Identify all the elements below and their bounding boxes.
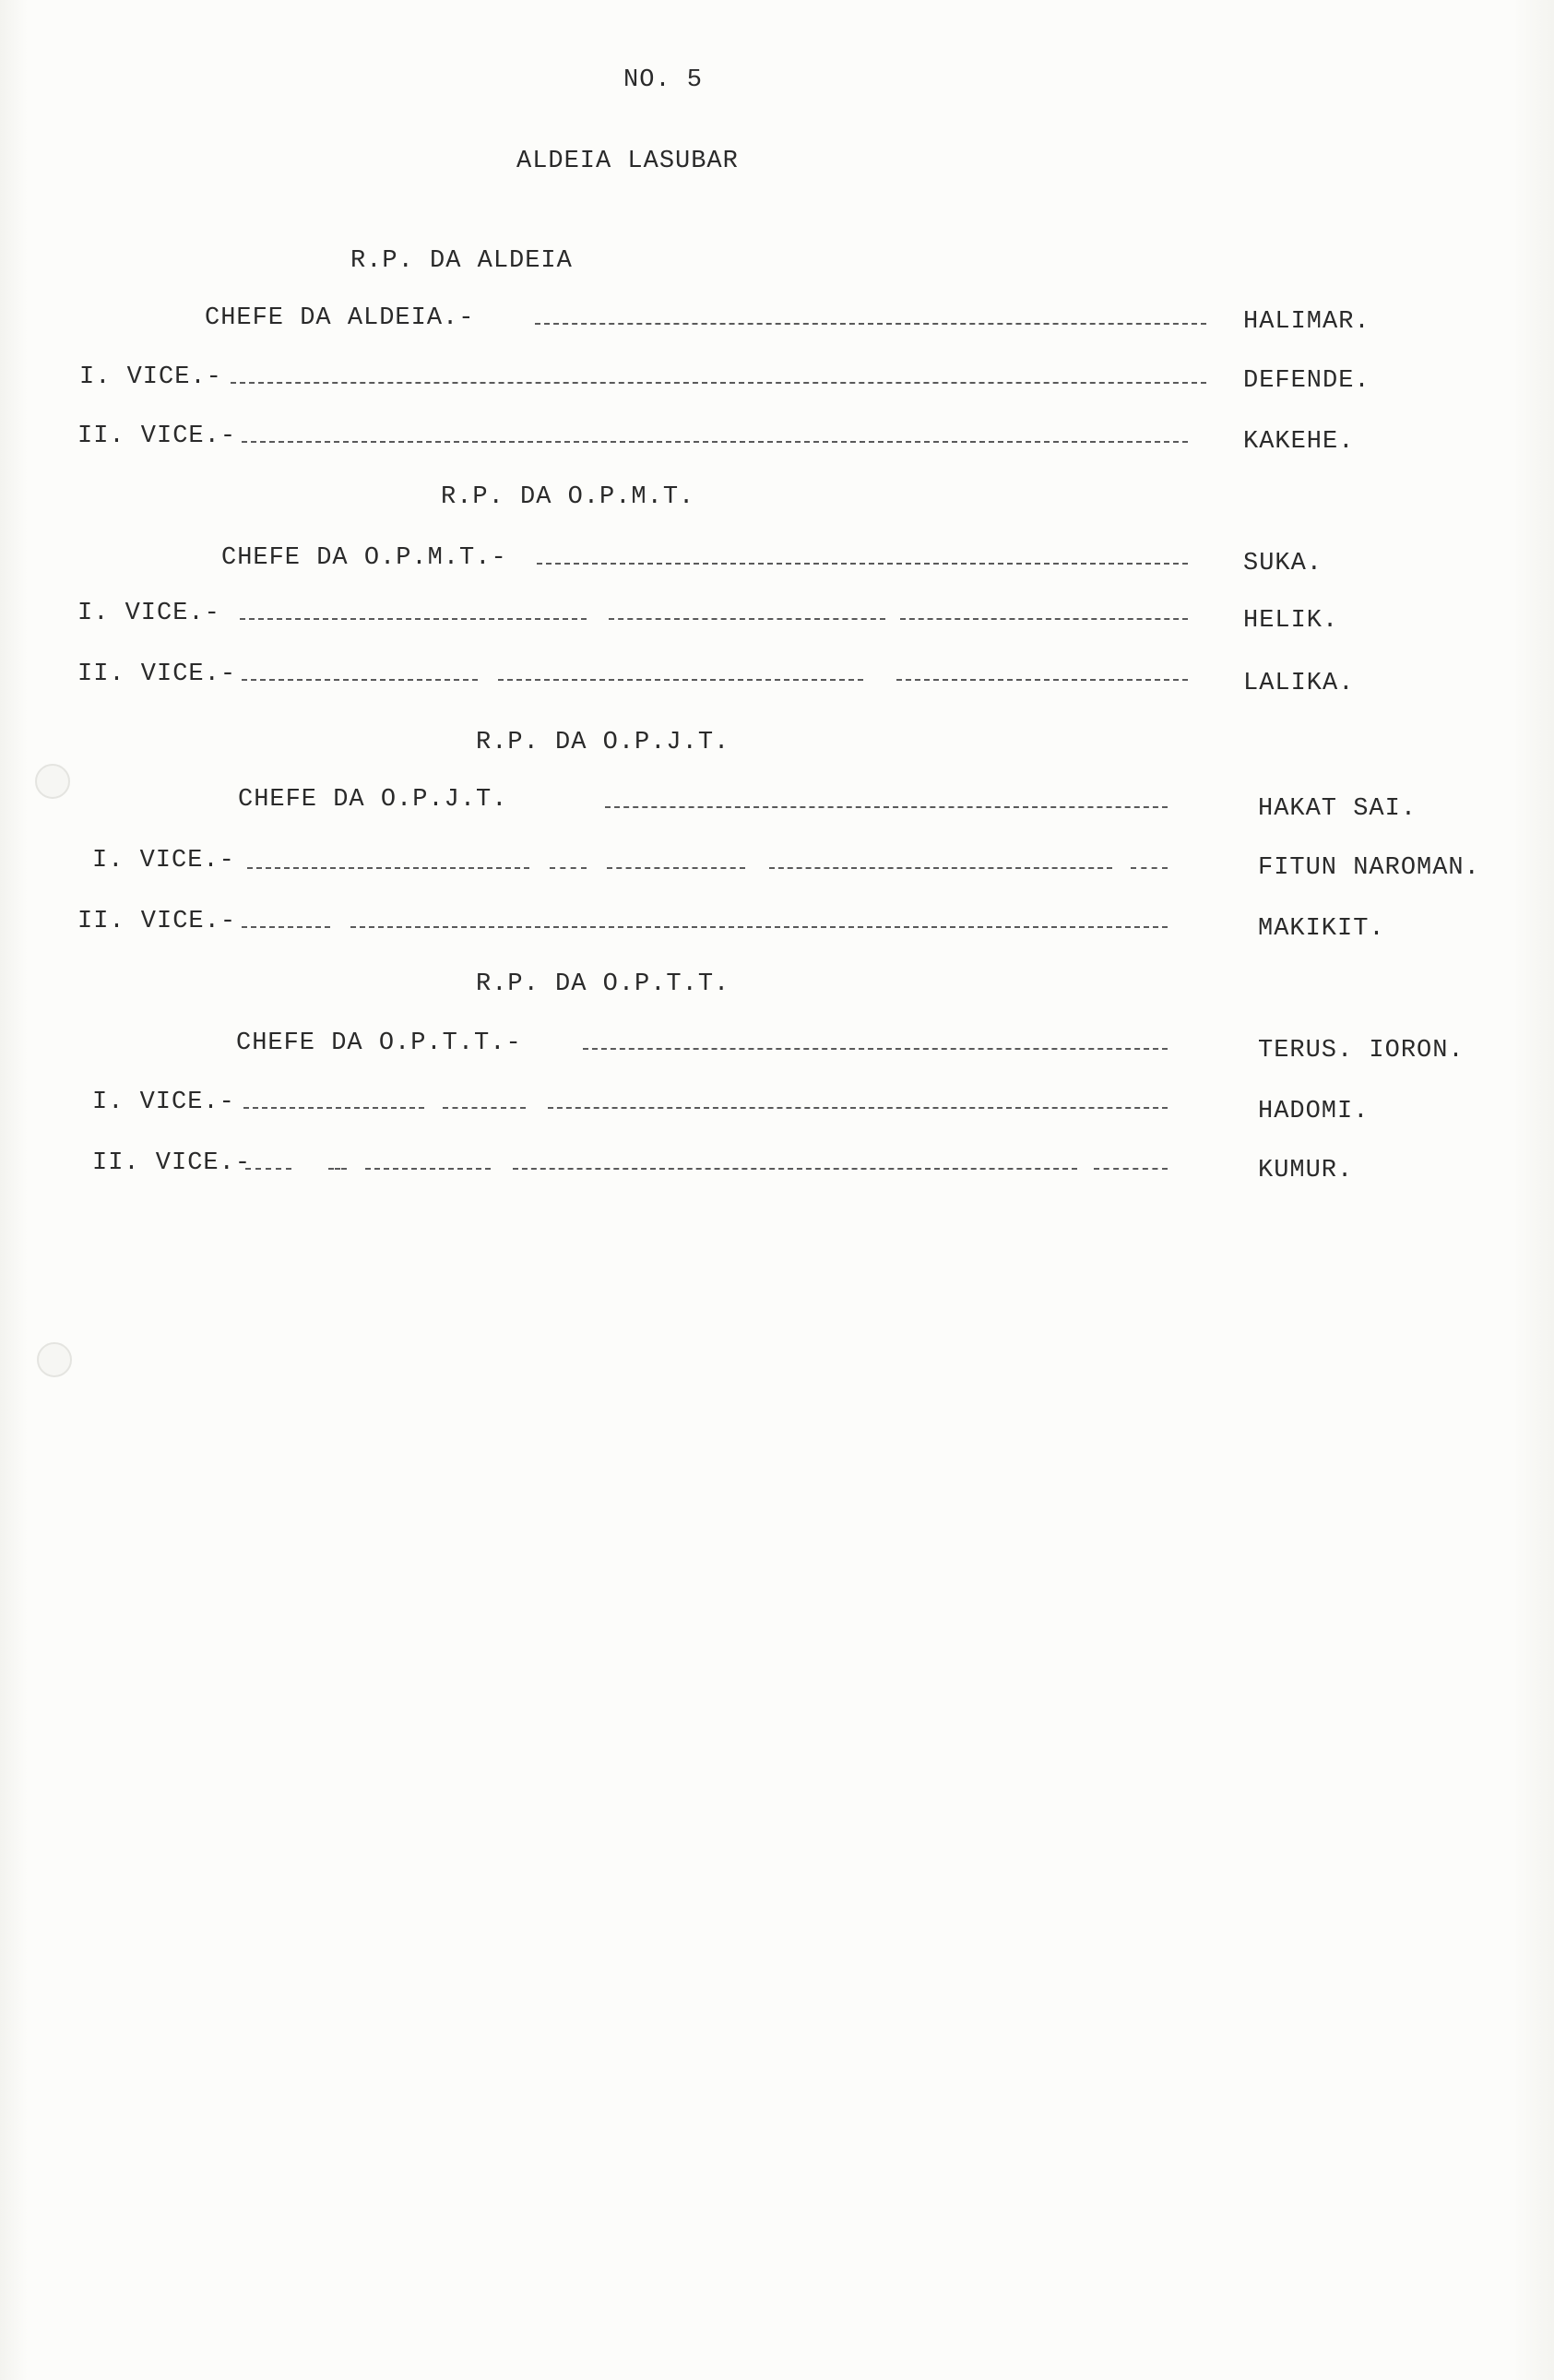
- leader-line: [498, 679, 863, 681]
- leader-line: [443, 1107, 526, 1109]
- member-name: HALIMAR.: [1243, 308, 1370, 336]
- leader-line: [243, 1107, 424, 1109]
- leader-line: [896, 679, 1188, 681]
- leader-line: [900, 618, 1188, 620]
- leader-line: [1094, 1168, 1168, 1170]
- leader-line: [1131, 867, 1168, 869]
- role-label: CHEFE DA O.P.J.T.: [238, 786, 508, 814]
- leader-line: [245, 1168, 291, 1170]
- role-label: I. VICE.-: [92, 847, 235, 875]
- role-label: I. VICE.-: [79, 363, 222, 391]
- leader-line: [242, 679, 478, 681]
- leader-line: [607, 867, 745, 869]
- leader-line: [247, 867, 529, 869]
- leader-line: [548, 1107, 1168, 1109]
- section-heading: R.P. DA ALDEIA: [350, 247, 573, 275]
- role-label: II. VICE.-: [77, 660, 237, 688]
- member-name: SUKA.: [1243, 550, 1323, 577]
- section-heading: R.P. DA O.P.T.T.: [476, 970, 730, 998]
- section-heading: R.P. DA O.P.M.T.: [441, 483, 695, 511]
- member-name: DEFENDE.: [1243, 367, 1370, 395]
- leader-line: [513, 1168, 1077, 1170]
- role-label: II. VICE.-: [77, 422, 237, 450]
- page-number: NO. 5: [623, 66, 704, 94]
- leader-line: [535, 323, 1206, 325]
- leader-line: [769, 867, 1112, 869]
- page-title: ALDEIA LASUBAR: [516, 148, 739, 175]
- member-name: KAKEHE.: [1243, 428, 1355, 456]
- member-name: HADOMI.: [1258, 1098, 1370, 1125]
- role-label: I. VICE.-: [92, 1089, 235, 1116]
- role-label: CHEFE DA ALDEIA.-: [205, 304, 475, 332]
- leader-line: [583, 1048, 1168, 1050]
- member-name: MAKIKIT.: [1258, 915, 1385, 943]
- member-name: HAKAT SAI.: [1258, 795, 1418, 823]
- role-label: II. VICE.-: [92, 1149, 252, 1177]
- member-name: HELIK.: [1243, 607, 1339, 635]
- leader-line: [350, 926, 1168, 928]
- member-name: FITUN NAROMAN.: [1258, 854, 1480, 882]
- leader-line: [609, 618, 885, 620]
- leader-line: [242, 926, 330, 928]
- leader-line: [537, 563, 1188, 565]
- member-name: KUMUR.: [1258, 1157, 1354, 1184]
- leader-line: [550, 867, 587, 869]
- role-label: II. VICE.-: [77, 908, 237, 935]
- role-label: I. VICE.-: [77, 600, 220, 627]
- leader-line: [231, 382, 1206, 384]
- role-label: CHEFE DA O.P.M.T.-: [221, 544, 507, 572]
- section-heading: R.P. DA O.P.J.T.: [476, 729, 730, 756]
- leader-line: [605, 806, 1168, 808]
- member-name: LALIKA.: [1243, 670, 1355, 697]
- punch-hole-bottom: [37, 1342, 72, 1377]
- leader-line: [328, 1168, 347, 1170]
- leader-line: [240, 618, 587, 620]
- leader-line: [242, 441, 1188, 443]
- punch-hole-top: [35, 764, 70, 799]
- role-label: CHEFE DA O.P.T.T.-: [236, 1029, 522, 1057]
- member-name: TERUS. IORON.: [1258, 1037, 1465, 1065]
- leader-line: [365, 1168, 491, 1170]
